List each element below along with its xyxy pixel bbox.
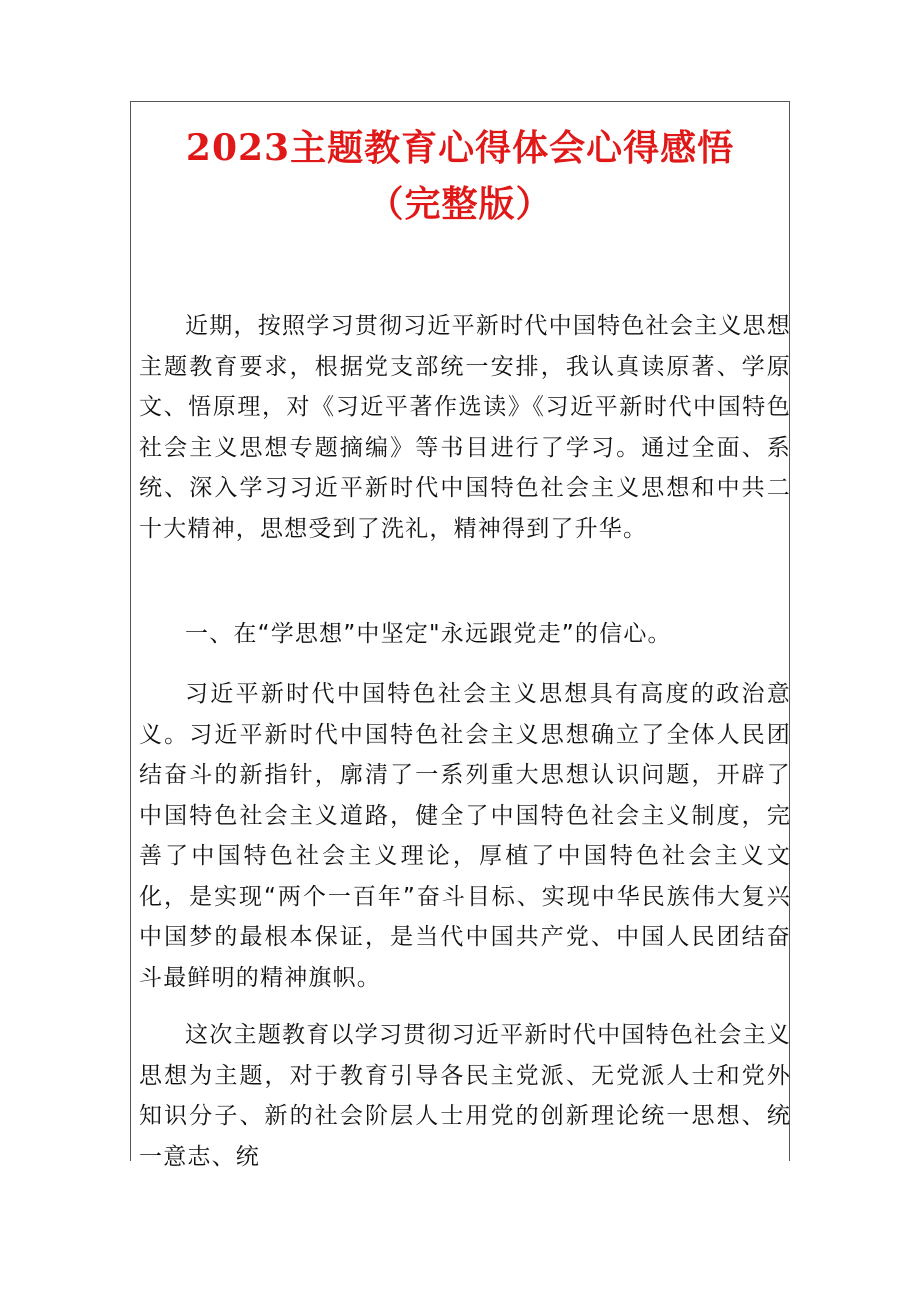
paragraph-text: 近期，按照学习贯彻习近平新时代中国特色社会主义思想主题教育要求，根据党支部统一安排，我认真读原著、学原文、悟原理，对《习近平著作选读》《习近平新时代中国特色社会主义思想专题摘编》等书目进行了学习。通过全面、系统、深入学习习近平新时代中国特色社会主义思想和中共二十大精神，思想受到了洗礼，精神得到了升华。	[139, 313, 791, 542]
document-page	[130, 101, 791, 1170]
document-subtitle: （完整版）	[367, 183, 553, 225]
paragraph-significance	[139, 674, 791, 998]
paragraph-theme	[139, 1015, 791, 1177]
document-title: 2023主题教育心得体会心得感悟	[185, 127, 735, 169]
section-heading-1	[139, 614, 791, 655]
section-heading-text: 一、在“学思想”中坚定"永远跟党走”的信心。	[185, 621, 672, 647]
paragraph-intro	[139, 306, 791, 549]
paragraph-text: 习近平新时代中国特色社会主义思想具有高度的政治意义。习近平新时代中国特色社会主义思想确立了全体人民团结奋斗的新指针，廓清了一系列重大思想认识问题，开辟了中国特色社会主义道路，健全了中国特色社会主义制度，完善了中国特色社会主义理论，厚植了中国特色社会主义文化，是实现“两个一百年”奋斗目标、实现中华民族伟大复兴中国梦的最根本保证，是当代中国共产党、中国人民团结奋斗最鲜明的精神旗帜。	[139, 681, 791, 991]
paragraph-text: 这次主题教育以学习贯彻习近平新时代中国特色社会主义思想为主题，对于教育引导各民主党派、无党派人士和党外知识分子、新的社会阶层人士用党的创新理论统一思想、统一意志、统	[139, 1022, 791, 1170]
